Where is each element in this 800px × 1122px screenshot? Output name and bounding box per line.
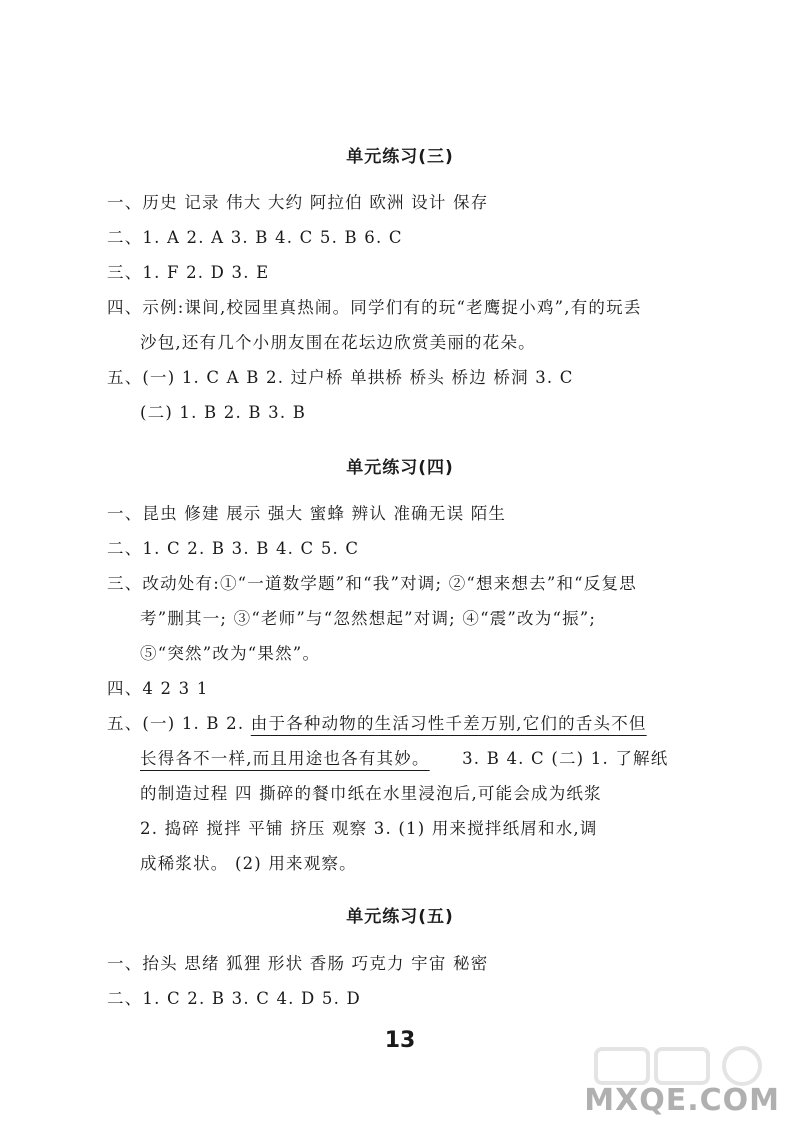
- s4-line-10: 2. 捣碎 搅拌 平铺 挤压 观察 3. (1) 用来搅拌纸屑和水,调: [140, 819, 598, 838]
- s4-line-8: [140, 745, 668, 769]
- watermark-text: MXQE.COM: [584, 1083, 780, 1118]
- s3-line-2: 二、1. A 2. A 3. B 4. C 5. B 6. C: [107, 228, 403, 247]
- s4-line-3: 三、改动处有:①“一道数学题”和“我”对调; ②“想来想去”和“反复思: [107, 574, 637, 593]
- section-title-5: 单元练习(五): [346, 907, 454, 927]
- section-title-4: 单元练习(四): [346, 458, 454, 478]
- s4-line-11: 成稀浆状。 (2) 用来观察。: [140, 854, 357, 873]
- s4-line-8-suffix: 3. B 4. C (二) 1. 了解纸: [462, 749, 669, 768]
- s4-line-7-prefix: 五、(一) 1. B 2.: [107, 714, 245, 733]
- s5-line-1: 一、抬头 思绪 狐狸 形状 香肠 巧克力 宇宙 秘密: [107, 954, 489, 973]
- s4-underlined-answer-2: 长得各不一样,而且用途也各有其妙。: [140, 749, 430, 768]
- s4-line-1: 一、昆虫 修建 展示 强大 蜜蜂 辨认 准确无误 陌生: [107, 504, 507, 523]
- section-title-3: 单元练习(三): [346, 147, 454, 167]
- s4-line-2: 二、1. C 2. B 3. B 4. C 5. C: [107, 539, 360, 558]
- s3-line-4: 四、示例:课间,校园里真热闹。同学们有的玩“老鹰捉小鸡”,有的玩丢: [107, 298, 642, 317]
- s4-line-7: [107, 710, 647, 734]
- s4-line-6: 四、4 2 3 1: [107, 679, 209, 698]
- s3-line-7: (二) 1. B 2. B 3. B: [140, 403, 307, 422]
- s4-line-5: ⑤“突然”改为“果然”。: [140, 644, 321, 663]
- s3-line-5: 沙包,还有几个小朋友围在花坛边欣赏美丽的花朵。: [140, 333, 536, 352]
- s5-line-2: 二、1. C 2. B 3. C 4. D 5. D: [107, 989, 361, 1008]
- s3-line-1: 一、历史 记录 伟大 大约 阿拉伯 欧洲 设计 保存: [107, 193, 489, 212]
- s3-line-6: 五、(一) 1. C A B 2. 过户桥 单拱桥 桥头 桥边 桥洞 3. C: [107, 368, 574, 387]
- page-number: 13: [384, 1028, 416, 1053]
- s4-underlined-answer-1: 由于各种动物的生活习性千差万别,它们的舌头不但: [250, 714, 647, 733]
- s4-line-9: 的制造过程 四 撕碎的餐巾纸在水里浸泡后,可能会成为纸浆: [140, 784, 602, 803]
- s3-line-3: 三、1. F 2. D 3. E: [107, 263, 270, 282]
- s4-line-4: 考”删其一; ③“老师”与“忽然想起”对调; ④“震”改为“振”;: [140, 609, 597, 628]
